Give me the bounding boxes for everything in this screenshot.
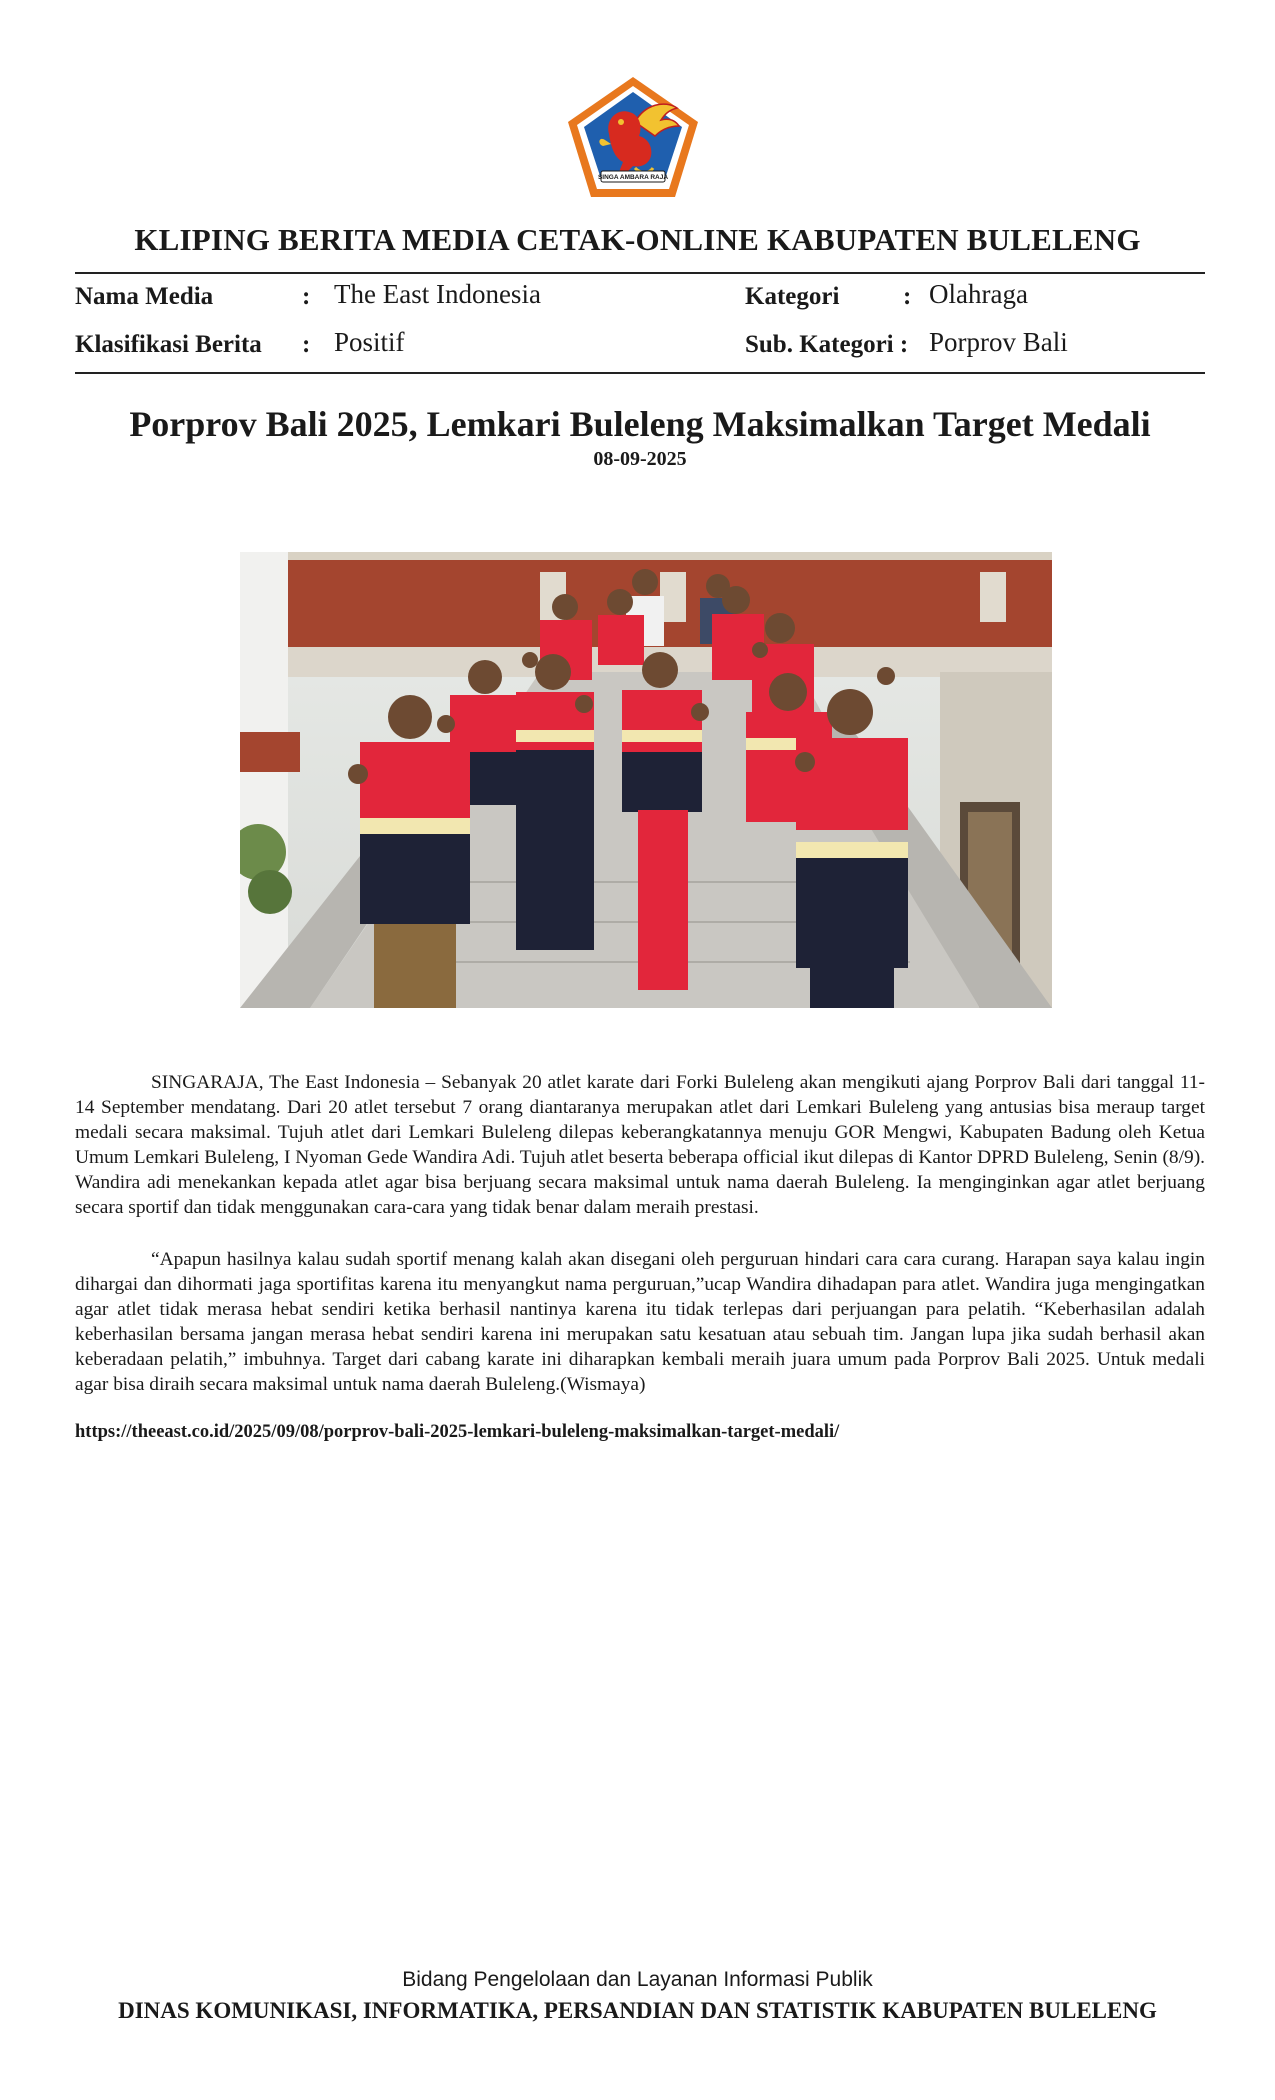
kategori-colon: : [903,283,912,310]
kategori-value: Olahraga [929,279,1028,309]
footer-unit: Bidang Pengelolaan dan Layanan Informasi Publik [402,1968,873,1991]
article-headline: Porprov Bali 2025, Lemkari Buleleng Maksimalkan Target Medali [129,404,1151,444]
emblem-motto: SINGA AMBARA RAJA [597,174,669,181]
kliping-title: KLIPING BERITA MEDIA CETAK-ONLINE KABUPATEN BULELENG [134,222,1141,257]
source-url-link[interactable]: https://theeast.co.id/2025/09/08/porprov-bali-2025-lemkari-buleleng-maksimalkan-target-medali/ [75,1422,840,1442]
article-paragraph: SINGARAJA, The East Indonesia – Sebanyak 20 atlet karate dari Forki Buleleng akan mengikuti ajang Porprov Bali dari tanggal 11-14 September mendatang. Dari 20 atlet tersebut 7 orang diantaranya merupakan atlet dari Lemkari Buleleng yang antusias bisa meraup target medali secara maksimal. Tujuh atlet dari Lemkari Buleleng dilepas keberangkatannya menuju GOR Mengwi, Kabupaten Badung oleh Ketua Umum Lemkari Buleleng, I Nyoman Gede Wandira Adi. Tujuh atlet beserta beberapa official ikut dilepas di Kantor DPRD Buleleng, Senin (8/9). Wandira adi menekankan kepada atlet agar bisa berjuang secara maksimal untuk nama daerah Buleleng. Ia menginginkan agar atlet berjuang secara sportif dan tidak menggunakan cara-cara yang tidak benar dalam meraih prestasi. [75,1072,1205,1218]
subkategori-label: Sub. Kategori : [745,331,909,358]
group-photo-illustration [240,552,1052,1008]
article-date: 08-09-2025 [593,448,687,470]
media-colon: : [302,283,311,310]
klasifikasi-value: Positif [334,327,405,357]
klasifikasi-label: Klasifikasi Berita [75,331,262,358]
article-paragraph: “Apapun hasilnya kalau sudah sportif menang kalah akan disegani oleh perguruan hindari cara cara curang. Harapan saya kalau ingin dihargai dan dihormati jaga sportifitas karena itu menyangkut nama perguruan,”ucap Wandira dihadapan para atlet. Wandira juga mengingatkan agar atlet tidak merasa hebat sendiri ketika berhasil nantinya karena itu tidak terlepas dari perjuangan para pelatih. “Keberhasilan adalah keberhasilan bersama jangan merasa hebat sendiri karena ini merupakan satu kesatuan atau sebuah tim. Jangan lupa jika sudah berhasil akan keberadaan pelatih,” imbuhnya. Target dari cabang karate ini diharapkan kembali meraih juara umum pada Porprov Bali 2025. Untuk medali agar bisa diraih secara maksimal untuk nama daerah Buleleng.(Wismaya) [75,1249,1205,1395]
article-photo [240,552,1052,1008]
buleleng-emblem-logo [565,74,701,200]
kategori-label: Kategori [745,283,840,310]
footer-agency: DINAS KOMUNIKASI, INFORMATIKA, PERSANDIAN DAN STATISTIK KABUPATEN BULELENG [118,1998,1157,2023]
media-label: Nama Media [75,283,214,310]
emblem-graphic [565,74,701,200]
header-divider-bottom [75,372,1205,374]
klasifikasi-colon: : [302,331,311,358]
subkategori-value: Porprov Bali [929,327,1068,357]
header-divider-top [75,272,1205,274]
media-value: The East Indonesia [334,279,541,309]
